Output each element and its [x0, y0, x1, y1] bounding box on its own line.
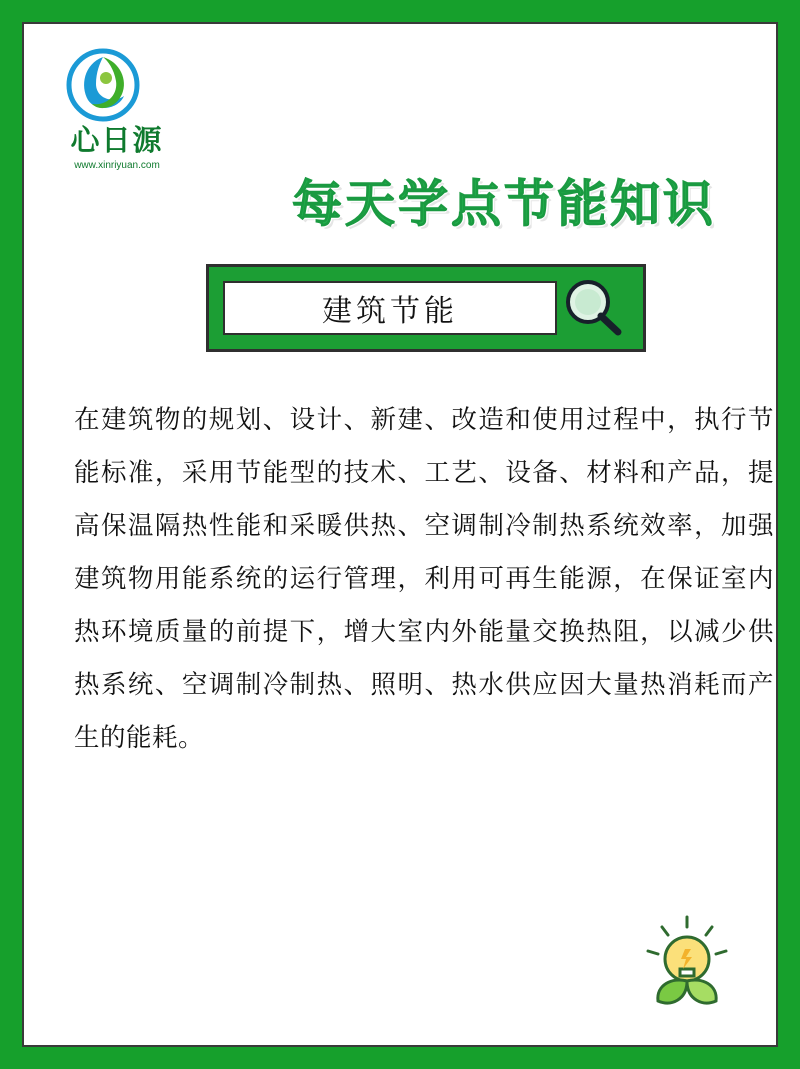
- search-term-box: [223, 281, 557, 335]
- search-term-label: 建筑节能: [322, 294, 458, 329]
- lightbulb-leaf-icon: [632, 911, 742, 1021]
- body-text: [74, 394, 774, 765]
- logo-wordmark: 心日源: [70, 123, 164, 157]
- body-paragraph: 在建筑物的规划、设计、新建、改造和使用过程中，执行节能标准，采用节能型的技术、工艺、设备、材料和产品，提高保温隔热性能和采暖供热、空调制冷制热系统效率，加强建筑物用能系统的运行管理，利用可再生能源，在保证室内热环境质量的前提下，增大室内外能量交换热阻，以减少供热系统、空调制冷制热、照明、热水供应因大量热消耗而产生的能耗。: [74, 405, 774, 753]
- logo-mark-icon: [66, 48, 140, 122]
- search-banner: [206, 264, 646, 352]
- magnifier-icon: [557, 275, 629, 341]
- logo-url: www.xinriyuan.com: [74, 160, 160, 171]
- page-title: 每天学点节能知识: [292, 175, 716, 233]
- poster-inner: [22, 22, 778, 1047]
- logo: [52, 48, 182, 183]
